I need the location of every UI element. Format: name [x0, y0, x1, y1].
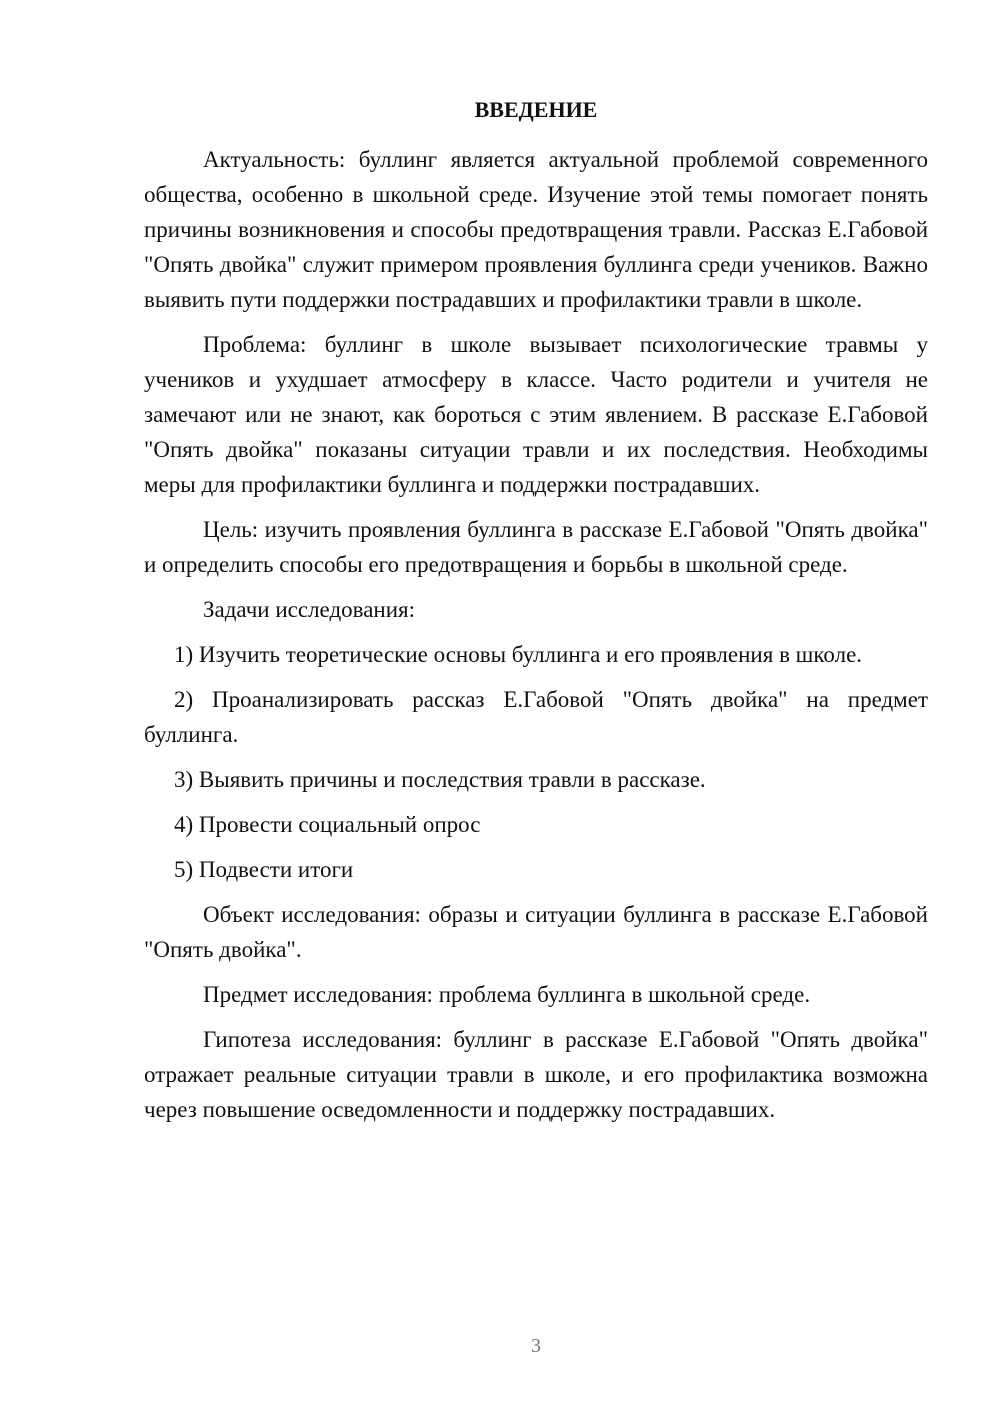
task-item: 2) Проанализировать рассказ Е.Габовой "Опять двойка" на предмет буллинга.	[144, 687, 928, 747]
paragraph-hypothesis: Гипотеза исследования: буллинг в рассказе Е.Габовой "Опять двойка" отражает реальные ситуации травли в школе, и его профилактика возможна через повышение осведомленности и поддержку пострадавших.	[144, 1027, 928, 1122]
paragraph-subject: Предмет исследования: проблема буллинга в школьной среде.	[203, 982, 811, 1007]
paragraph-goal: Цель: изучить проявления буллинга в рассказе Е.Габовой "Опять двойка" и определить способы его предотвращения и борьбы в школьной среде.	[144, 517, 928, 577]
task-item: 4) Провести социальный опрос	[174, 812, 481, 837]
task-item: 5) Подвести итоги	[174, 857, 354, 882]
body-text	[144, 142, 928, 1137]
paragraph-object: Объект исследования: образы и ситуации буллинга в рассказе Е.Габовой "Опять двойка".	[144, 902, 928, 962]
paragraph-problem: Проблема: буллинг в школе вызывает психологические травмы у учеников и ухудшает атмосферу в классе. Часто родители и учителя не замечают или не знают, как бороться с этим явлением. В рассказе Е.Габовой "Опять двойка" показаны ситуации травли и их последствия. Необходимы меры для профилактики буллинга и поддержки пострадавших.	[144, 332, 928, 497]
task-item: 1) Изучить теоретические основы буллинга и его проявления в школе.	[174, 642, 863, 667]
paragraph-tasks-heading: Задачи исследования:	[203, 597, 416, 622]
paragraph-relevance: Актуальность: буллинг является актуальной проблемой современного общества, особенно в школьной среде. Изучение этой темы помогает понять причины возникновения и способы предотвращения травли. Рассказ Е.Габовой "Опять двойка" служит примером проявления буллинга среди учеников. Важно выявить пути поддержки пострадавших и профилактики травли в школе.	[144, 147, 928, 312]
task-item: 3) Выявить причины и последствия травли в рассказе.	[174, 767, 706, 792]
page-number: 3	[531, 1335, 541, 1357]
section-heading: ВВЕДЕНИЕ	[474, 97, 598, 122]
